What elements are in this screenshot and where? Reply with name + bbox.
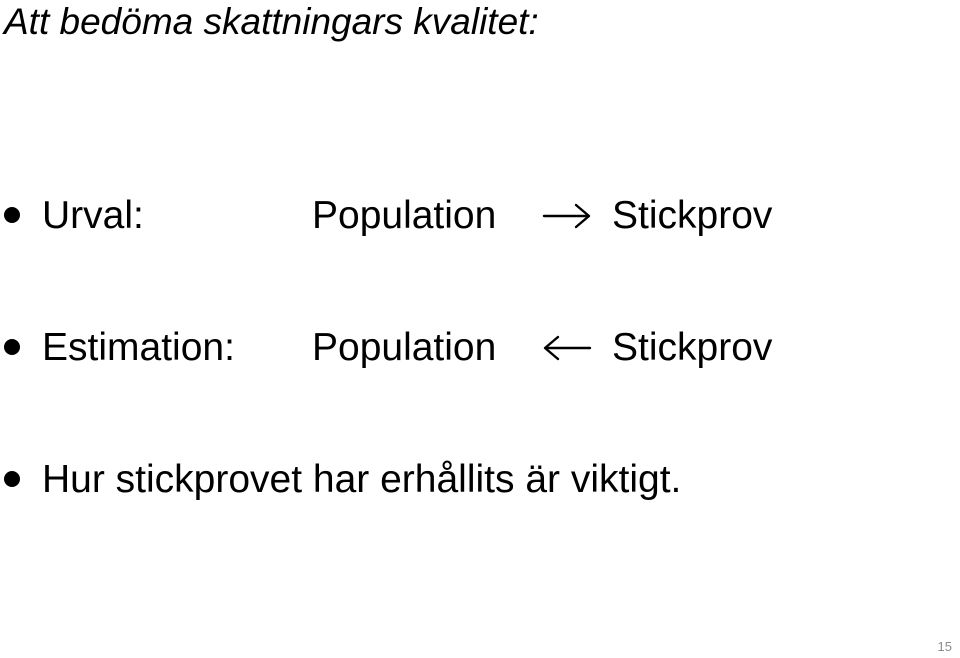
bullet-dot-icon [4,339,20,355]
arrow-left-icon [540,333,594,363]
population-label: Population [312,326,497,369]
bullet-label: Urval: [42,194,144,237]
bullet-text: Hur stickprovet har erhållits är viktigt. [42,458,682,501]
page-number: 15 [937,639,952,654]
stickprov-label: Stickprov [612,194,773,237]
arrow-right-icon [540,201,594,231]
population-label: Population [312,194,497,237]
bullet-estimation [0,323,960,373]
bullet-dot-icon [4,471,20,487]
bullet-urval [0,191,960,241]
bullet-note [0,455,960,505]
slide-title: Att bedöma skattningars kvalitet: [4,1,539,42]
stickprov-label: Stickprov [612,326,773,369]
bullet-label: Estimation: [42,326,235,369]
bullet-dot-icon [4,207,20,223]
